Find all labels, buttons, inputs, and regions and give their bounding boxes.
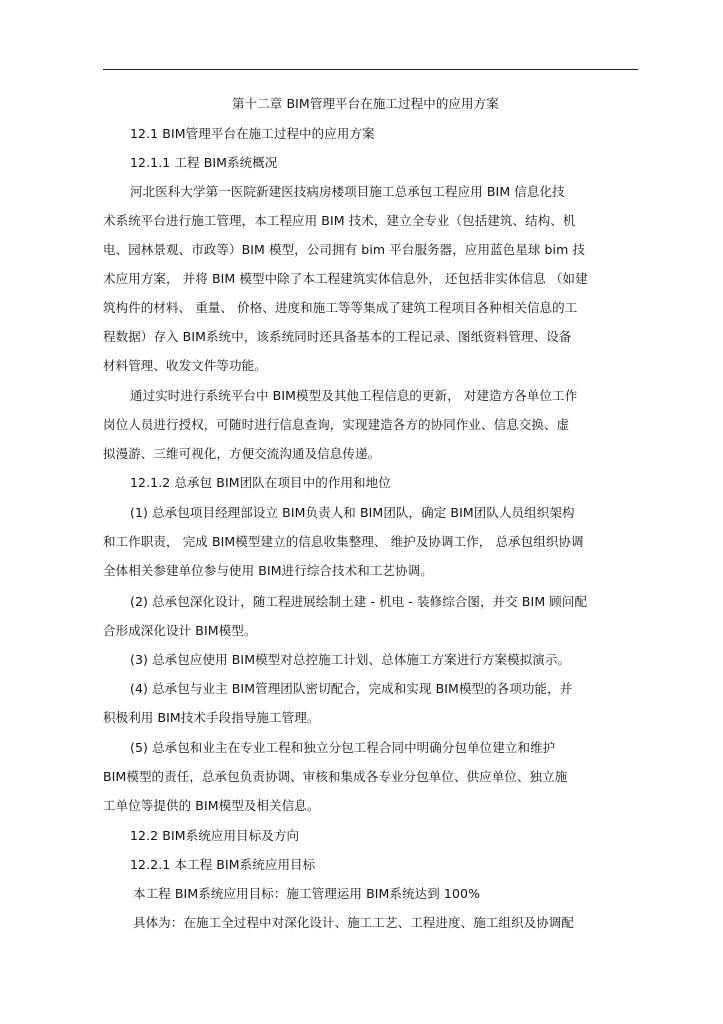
list-item-line: 全体相关参建单位参与使用 BIM进行综合技术和工艺协调。 xyxy=(103,563,433,578)
paragraph-line: 通过实时进行系统平台中 BIM模型及其他工程信息的更新， 对建造方各单位工作 xyxy=(130,388,578,403)
list-item-line: 和工作职责， 完成 BIM模型建立的信息收集整理、 维护及协调工作， 总承包组织协调 xyxy=(103,534,584,549)
list-item-line: BIM模型的责任，总承包负责协调、审核和集成各专业分包单位、供应单位、独立施 xyxy=(103,769,568,784)
list-item-line: (1) 总承包项目经理部设立 BIM负责人和 BIM团队，确定 BIM团队人员组织架构 xyxy=(130,505,575,520)
paragraph-line: 具体为：在施工全过程中对深化设计、施工工艺、工程进度、施工组织及协调配 xyxy=(133,915,575,930)
subsection-heading: 12.2.1 本工程 BIM系统应用目标 xyxy=(130,857,316,872)
paragraph-line: 程数据）存入 BIM系统中，该系统同时还具备基本的工程记录、图纸资料管理、设备 xyxy=(103,329,572,344)
section-heading: 12.1 BIM管理平台在施工过程中的应用方案 xyxy=(130,126,375,141)
paragraph-line: 筑构件的材料、 重量、 价格、进度和施工等等集成了建筑工程项目各种相关信息的工 xyxy=(103,300,578,315)
section-heading: 12.2 BIM系统应用目标及方向 xyxy=(130,828,300,843)
subsection-heading: 12.1.1 工程 BIM系统概况 xyxy=(130,155,278,170)
paragraph-line: 材料管理、收发文件等功能。 xyxy=(103,358,267,373)
paragraph-line: 岗位人员进行授权，可随时进行信息查询，实现建造各方的协同作业、信息交换、虚 xyxy=(103,417,570,432)
header-rule xyxy=(103,69,638,70)
list-item-line: 合形成深化设计 BIM模型。 xyxy=(103,623,257,638)
subsection-heading: 12.1.2 总承包 BIM团队在项目中的作用和地位 xyxy=(130,475,391,490)
paragraph-line: 拟漫游、三维可视化，方便交流沟通及信息传递。 xyxy=(103,446,381,461)
paragraph-line: 电、园林景观、市政等）BIM 模型，公司拥有 bim 平台服务器，应用蓝色星球 bim 技 xyxy=(103,242,586,257)
list-item-line: 工单位等提供的 BIM模型及相关信息。 xyxy=(103,798,320,813)
list-item-line: (2) 总承包深化设计，随工程进展绘制土建 - 机电 - 装修综合图，并交 BIM 顾问配 xyxy=(130,594,588,609)
list-item-line: (5) 总承包和业主在专业工程和独立分包工程合同中明确分包单位建立和维护 xyxy=(130,740,556,755)
paragraph-line: 术系统平台进行施工管理，本工程应用 BIM 技术，建立全专业（包括建筑、结构、机 xyxy=(103,213,576,228)
list-item-line: (3) 总承包应使用 BIM模型对总控施工计划、总体施工方案进行方案模拟演示。 xyxy=(130,652,571,667)
paragraph-line: 河北医科大学第一医院新建医技病房楼项目施工总承包工程应用 BIM 信息化技 xyxy=(130,184,565,199)
paragraph-line: 本工程 BIM系统应用目标：施工管理运用 BIM系统达到 100% xyxy=(133,886,481,901)
list-item-line: 积极利用 BIM技术手段指导施工管理。 xyxy=(103,710,320,725)
chapter-title: 第十二章 BIM管理平台在施工过程中的应用方案 xyxy=(232,96,499,111)
paragraph-line: 术应用方案， 并将 BIM 模型中除了本工程建筑实体信息外， 还包括非实体信息 （如建 xyxy=(103,271,588,286)
list-item-line: (4) 总承包与业主 BIM管理团队密切配合，完成和实现 BIM模型的各项功能，并 xyxy=(130,681,573,696)
